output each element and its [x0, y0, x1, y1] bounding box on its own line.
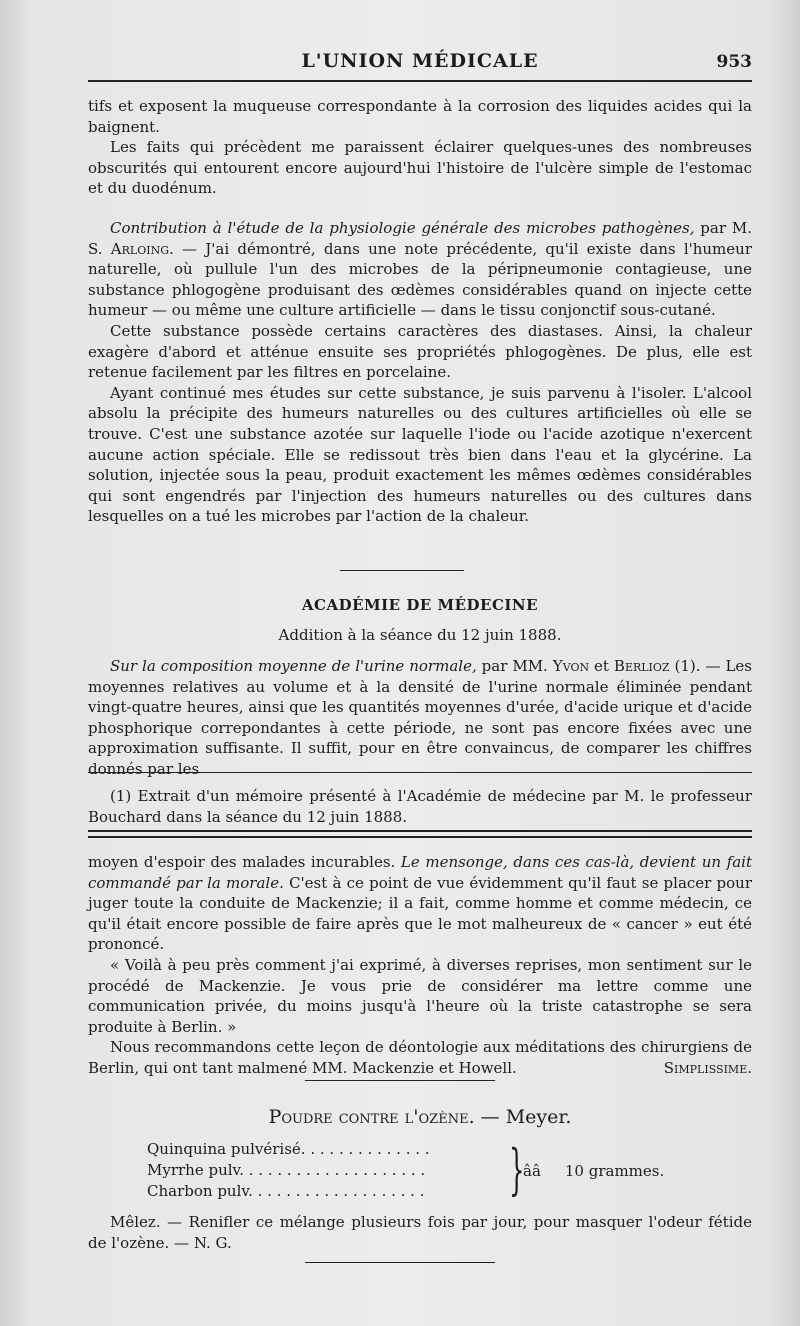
page-header [88, 44, 752, 80]
recipe-aa: ââ [523, 1162, 541, 1180]
continuation-italic: Le mensonge, dans ces cas-là, devient un fait commandé par la morale. [88, 853, 752, 892]
footnote-ref: (1) [669, 657, 696, 675]
continuation-paragraph-3 [88, 1037, 752, 1078]
academie-author-2: Berlioz [613, 657, 670, 675]
academie-author-1: Yvon [552, 657, 590, 675]
recipe-instructions-label: Mêlez. [110, 1213, 161, 1231]
recipe-instructions-text: — Renifler ce mélange plusieurs fois par jour, pour masquer l'odeur fétide de l'ozène. — N. G. [88, 1213, 752, 1252]
arloing-section [88, 218, 752, 527]
arloing-paragraph-3: Ayant continué mes études sur cette substance, je suis parvenu à l'isoler. L'alcool absolu la précipite des humeurs naturelles ou des cultures artificielles où elle se trouve. C'est une substance azotée sur laquelle l'iode ou l'acide azotique n'exercent aucune action spéciale. Elle se redissout très bien dans l'eau et la glycérine. La solution, injectée sous la peau, produit exactement les mêmes œdèmes considérables qui sont engendrés par l'injection des humeurs naturelles ou des cultures dans lesquelles on a tué les microbes par l'action de la chaleur. [88, 383, 752, 526]
recipe-dash: — [474, 1106, 506, 1128]
recipe-title: Poudre contre l'ozène. [268, 1106, 475, 1128]
arloing-by: par M. S. [88, 219, 752, 258]
intro-paragraph-2: Les faits qui précèdent me paraissent éclairer quelques-unes des nombreuses obscurités qui entourent encore aujourd'hui l'histoire de l'ulcère simple de l'estomac et du duodénum. [88, 138, 752, 198]
academie-text: . — Les moyennes relatives au volume et à la densité de l'urine normale éliminée pendant vingt-quatre heures, ainsi que les quantités moyennes d'urée, d'acide urique et d'acide phosphorique correpondantes à cette période, ne sont pas encore fixées avec une approximation suffisante. Il suffit, pour en être convaincus, de comparer les chiffres donnés par les [88, 657, 752, 778]
double-rule [88, 830, 752, 838]
running-head: L'UNION MÉDICALE [301, 50, 539, 72]
recipe-instructions [88, 1212, 752, 1253]
page-number: 953 [716, 52, 752, 72]
continuation-text-start: moyen d'espoir des malades incurables. [88, 853, 401, 871]
continuation-paragraph-2: « Voilà à peu près comment j'ai exprimé, à diverses reprises, mon sentiment sur le procédé de Mackenzie. Je vous prie de considérer ma lettre comme une communication privée, du moins jusqu'à l'heure où la triste catastrophe se sera produite à Berlin. » [88, 955, 752, 1036]
ingredient-2: Myrrhe pulv. . . . . . . . . . . . . . . . . . . . [147, 1161, 426, 1179]
brace: } [509, 1138, 525, 1201]
academie-paper-title: Sur la composition moyenne de l'urine normale, [110, 657, 477, 675]
arloing-text: . — J'ai démontré, dans une note précédente, qu'il existe dans l'humeur naturelle, où pullule l'un des microbes de la péripneumonie contagieuse, une substance phlogogène produisant des œdèmes considérables quand on injecte cette humeur — ou même une culture artificielle — dans le tissu conjonctif sous-cutané. [88, 239, 752, 320]
arloing-author: Arloing [110, 239, 169, 258]
continuation-paragraph-3-text: Nous recommandons cette leçon de déontologie aux méditations des chirurgiens de Berlin, qui ont tant malmené MM. Mackenzie et Howell. [88, 1038, 752, 1077]
signature: Simplissime. [663, 1058, 752, 1077]
recipe-ingredients [147, 1140, 727, 1206]
recipe-dose [523, 1162, 664, 1180]
academie-by: par MM. [476, 657, 553, 675]
ingredient-3: Charbon pulv. . . . . . . . . . . . . . . . . . . [147, 1182, 425, 1200]
end-rule [305, 1262, 495, 1263]
recipe-author: Meyer. [505, 1106, 572, 1128]
academie-paragraph [88, 656, 752, 780]
arloing-paragraph-2: Cette substance possède certains caractères des diastases. Ainsi, la chaleur exagère d'abord et atténue ensuite ses propriétés phlogogènes. De plus, elle est retenue facilement par les filtres en porcelaine. [88, 321, 752, 382]
footnote [88, 786, 752, 827]
recipe-heading [88, 1106, 752, 1128]
academie-section [88, 656, 752, 780]
footnote-rule [88, 772, 752, 773]
academie-and: et [589, 657, 614, 675]
intro-section [88, 96, 752, 199]
recipe-instructions-section [88, 1212, 752, 1253]
academie-title: ACADÉMIE DE MÉDECINE [301, 596, 539, 614]
section-divider [340, 570, 464, 571]
continuation-paragraph-1 [88, 852, 752, 955]
footnote-text: (1) Extrait d'un mémoire présenté à l'Académie de médecine par M. le professeur Bouchard dans la séance du 12 juin 1888. [88, 787, 752, 826]
header-rule [88, 80, 752, 82]
recipe-quantity: 10 grammes. [564, 1162, 665, 1180]
continuation-section [88, 852, 752, 1079]
academie-subtitle: Addition à la séance du 12 juin 1888. [278, 626, 562, 644]
recipe-divider [305, 1080, 495, 1081]
arloing-paragraph-1 [88, 218, 752, 321]
ingredient-1: Quinquina pulvérisé. . . . . . . . . . . . . . [147, 1140, 430, 1158]
arloing-title: Contribution à l'étude de la physiologie générale des microbes pathogènes, [110, 219, 695, 237]
continuation-text-end: C'est à ce point de vue évidemment qu'il faut se placer pour juger toute la conduite de Mackenzie; il a fait, comme homme et comme médecin, ce qu'il était encore possible de faire après que le mot malheureux de « cancer » eut été prononcé. [88, 873, 753, 954]
intro-paragraph-1: tifs et exposent la muqueuse correspondante à la corrosion des liquides acides qui la baignent. [88, 97, 752, 136]
